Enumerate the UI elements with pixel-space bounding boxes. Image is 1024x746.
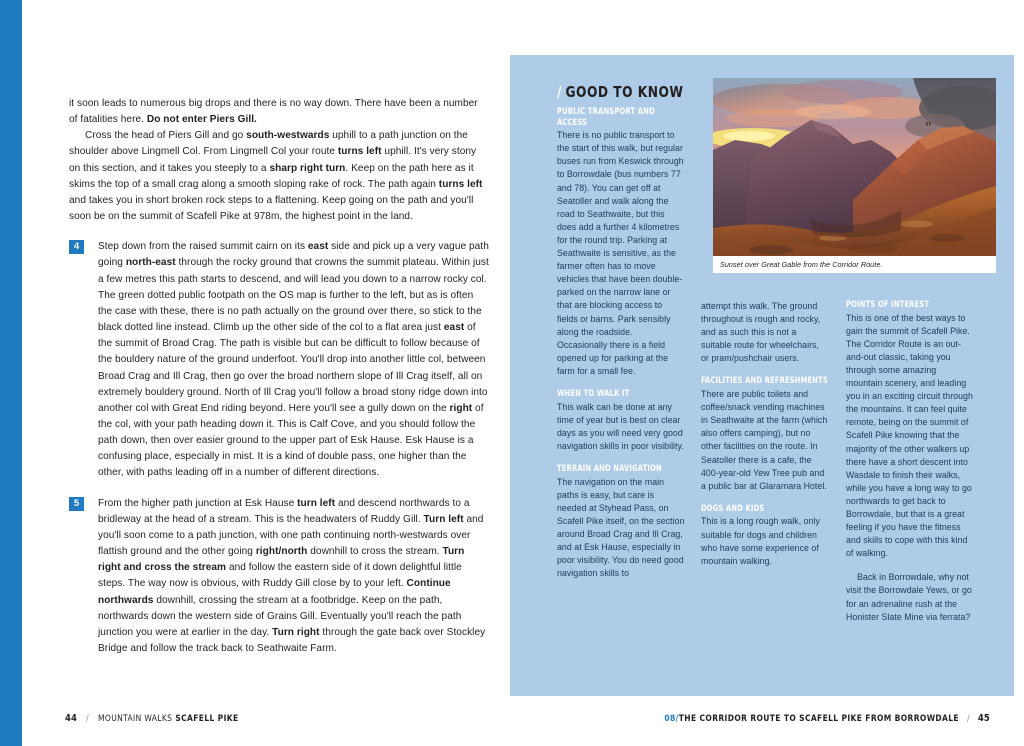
paragraph-indented [69, 128, 489, 225]
body-text: Step down from the raised summit cairn on its [98, 241, 308, 253]
step-number-badge: 5 [69, 497, 84, 511]
body-text: of the col, with your path heading down it. This is Calf Cove, and you should follow the path down, then over easier ground to the upper part of Esk Hause. Esk Hause is a confusing place, especially in mist. It is a kind of double pass, one higher than the other, with paths leading off in a number of different directions. [98, 402, 484, 479]
body-text: through the gate back over Stockley Bridge and follow the track back to Seathwaite Farm. [98, 626, 486, 654]
emphasis-text: north-east [125, 257, 176, 269]
section-body-public-transport: There is no public transport to the start of this walk, but regular buses run from Keswick through to Borrowdale (bus numbers 77 and 78). You can get off at Seatoller and walk along the road to Seathwaite, but this does add a further 4 kilometres for the round trip. Parking at Seathwaite is sensitive, as the farmer often has to move vehicles that have been double-parked on the narrow lane or that are blocking access to fields or barns. Park sensibly along the roadside. Occasionally there is a field opened up for parking at the farm for a small fee. [557, 130, 684, 376]
step-body [98, 239, 489, 481]
section-heading-dogs-and-kids: DOGS AND KIDS [701, 503, 765, 514]
section-body-points-of-interest: This is one of the best ways to gain the summit of Scafell Pike. The Corridor Route is an out-and-out classic, taking you through some amazing mountain scenery, and leading you in an exciting circuit through the mountains. It can feel quite remote, being on the summit of Scafell Pike knowing that the majority of the other walkers up there have a short descent into Wasdale to finish their walks, while you have a long way to go northwards to get back to Borrowdale, but that is a great feeling if you have the fitness and skills to cope with this kind of walking. [846, 312, 973, 559]
good-to-know-column-2 [701, 300, 829, 579]
emphasis-text: right [449, 402, 473, 414]
emphasis-text: Do not enter Piers Gill. [146, 114, 257, 126]
step-number-badge: 4 [69, 240, 84, 254]
page-number-left: 44 [65, 713, 78, 724]
left-text-column [69, 96, 489, 657]
body-text: Cross the head of Piers Gill and go [85, 130, 247, 142]
body-text: it soon leads to numerous big drops and there is no way down. There have been a number of fatalities here. [69, 98, 478, 126]
sunset-mountain-photo [713, 78, 996, 256]
footer-separator: / [86, 713, 90, 723]
section-body-when-to-walk: This walk can be done at any time of year but is best on clear days as you will need very good navigation skills in poor visibility. [557, 401, 684, 451]
good-to-know-panel [510, 55, 1014, 696]
route-step-5 [69, 496, 489, 658]
right-page [502, 0, 1024, 746]
paragraph-continuation [69, 96, 489, 128]
good-to-know-column-1 [557, 107, 685, 591]
step-body [98, 496, 489, 658]
emphasis-text: Continue northwards [98, 578, 451, 606]
left-spine-bar [0, 0, 22, 746]
body-text: of the summit of Broad Crag. The path is visible but can be difficult to follow because of the bouldery nature of the ground underfoot. You'll drop into another little col, between Broad Crag and Ill Crag, then go over the broad northern slope of Ill Crag itself, all on extremely bouldery ground. North of Ill Crag you'll follow a broad stony ridge down into another col with Great End riding beyond. Here you'll see a gully down on the [98, 322, 488, 414]
title-slash-mark: / [557, 83, 562, 101]
photo-caption: Sunset over Great Gable from the Corridor Route. [713, 256, 996, 273]
footer-route-title: SCAFELL PIKE [175, 713, 239, 723]
body-text: and you'll soon come to a path junction, with one path continuing north-westwards over flattish ground and the other going [98, 513, 484, 558]
footer-separator-2: / [966, 713, 970, 723]
footer-separator: / [675, 713, 679, 723]
section-heading-when-to-walk: WHEN TO WALK IT [557, 388, 630, 399]
section-heading-terrain: TERRAIN AND NAVIGATION [557, 463, 662, 474]
footer-right [664, 713, 990, 724]
emphasis-text: turns left [337, 146, 382, 158]
body-text: uphill to a path junction on the shoulder above Lingmell Col. From Lingmell Col your route [69, 130, 468, 158]
body-text: and follow the eastern side of it down delightful little steps. The way now is obvious, with Ruddy Gill close by to your left. [98, 562, 462, 590]
route-step-4 [69, 239, 489, 481]
section-body-points-of-interest-2 [846, 571, 974, 623]
emphasis-text: east [443, 322, 465, 334]
body-text: and descend northwards to a bridleway at the head of a stream. This is the headwaters of Ruddy Gill. [98, 497, 470, 525]
body-text: side and pick up a very vague path going [98, 241, 489, 269]
footer-book-title: MOUNTAIN WALKS [98, 713, 173, 723]
body-text: Back in Borrowdale, why not visit the Borrowdale Yews, or go for an adrenaline rush at the Honister Slate Mine via ferrata? [846, 572, 972, 622]
page-number-right: 45 [977, 713, 990, 724]
body-text: . Keep on the path here as it skims the top of a small crag along a smooth sloping rake of rock. The path again [69, 162, 474, 190]
good-to-know-title [557, 83, 683, 101]
footer-left [65, 713, 239, 724]
section-heading-points-of-interest: POINTS OF INTEREST [846, 300, 930, 310]
emphasis-text: Turn left [423, 513, 464, 525]
good-to-know-column-3 [846, 300, 974, 635]
photo-figure [713, 78, 996, 278]
section-body-terrain-continued: attempt this walk. The ground throughout is rough and rocky, and as such this is not a suitable route for wheelchairs, or pram/pushchair users. [701, 301, 821, 364]
body-text: and takes you in short broken rock steps to a flattening. Keep going on the path and you'll soon be on the summit of Scafell Pike at 978m, the highest point in the land. [69, 194, 474, 223]
chapter-number: 08 [664, 713, 676, 723]
body-text: downhill to cross the stream. [307, 546, 443, 558]
emphasis-text: east [307, 241, 329, 253]
title-text: GOOD TO KNOW [565, 83, 684, 101]
section-heading-public-transport: PUBLIC TRANSPORT AND ACCESS [557, 107, 655, 128]
body-text: From the higher path junction at Esk Hause [98, 497, 298, 509]
body-text: downhill, crossing the stream at a footbridge. Keep on the path, northwards down the western side of Grains Gill. Eventually you'll reach the path junction you were at earlier in the day. [98, 594, 462, 638]
body-text: uphill. It's very stony on this section, and it takes you steeply to a [69, 146, 477, 174]
emphasis-text: right/north [255, 546, 308, 558]
section-body-dogs-and-kids: This is a long rough walk, only suitable for dogs and children who have some experience of mountain walking. [701, 516, 820, 566]
section-body-facilities: There are public toilets and coffee/snack vending machines in Seathwaite at the farm (which also offers camping), but no other facilities on the route. In Seatoller there is a cafe, the 400-year-old Yew Tree pub and a public bar at Glaramara Hotel. [701, 389, 828, 491]
footer-route-title: THE CORRIDOR ROUTE TO SCAFELL PIKE FROM BORROWDALE [678, 713, 959, 723]
emphasis-text: south-westwards [246, 130, 330, 142]
left-page [22, 0, 502, 746]
emphasis-text: turns left [438, 178, 483, 190]
emphasis-text: Turn right [272, 626, 320, 638]
emphasis-text: Turn right and cross the stream [98, 546, 465, 574]
section-heading-facilities: FACILITIES AND REFRESHMENTS [701, 376, 828, 387]
body-text: through the rocky ground that crowns the summit plateau. Within just a few metres this path starts to descend, and will lead you down to a narrow rocky col. The green dotted public footpath on the OS map is further to the left, but as is often the case with these, there is no path actually on the ground over there, so stick to the black dotted line instead. Climb up the other side of the col to a flat area just [98, 257, 489, 334]
emphasis-text: sharp right turn [269, 162, 346, 174]
emphasis-text: turn left [297, 497, 336, 509]
section-body-terrain: The navigation on the main paths is easy, but care is needed at Styhead Pass, on Scafell Pike itself, on the section around Broad Crag and Ill Crag, and at Esk Hause, especially in poor visibility. You do need good navigation skills to [557, 476, 685, 579]
